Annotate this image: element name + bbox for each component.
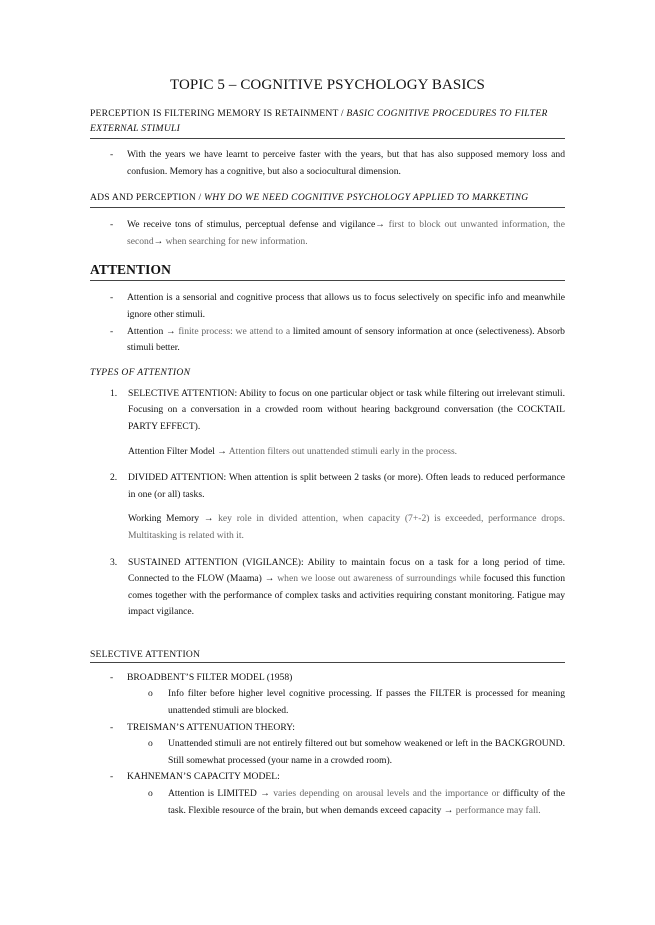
divider (90, 207, 565, 208)
numbered-item (90, 555, 565, 621)
sub-item-text: varies depending on arousal levels and the importance or (269, 788, 503, 800)
circle-bullet-icon: o (148, 688, 153, 700)
section-heading-italic: BASIC COGNITIVE PROCEDURES TO FILTER EXTERNAL STIMULI (90, 108, 548, 134)
bullet-text: We receive tons of stimulus, perceptual defense and vigilance (127, 219, 376, 231)
item-text: SELECTIVE ATTENTION: Ability to focus on one particular object or task while filtering out irrelevant stimuli. Focusing on a conversation in a crowded room without hearing background conversation (the COCKTAIL PARTY EFFECT). (128, 387, 565, 432)
arrow-icon: → (260, 788, 270, 800)
page-title: TOPIC 5 – COGNITIVE PSYCHOLOGY BASICS (170, 77, 485, 93)
sub-item-text: performance may fall. (453, 804, 541, 816)
dash-bullet: - (110, 292, 114, 304)
note-text: Attention filters out unattended stimuli early in the process. (226, 445, 458, 457)
divider (90, 280, 565, 281)
list-item (90, 769, 565, 786)
bullet-text: first to block out unwanted information, the second (127, 219, 565, 247)
section-heading-plain: PERCEPTION IS FILTERING MEMORY IS RETAINMENT / (90, 108, 347, 119)
sub-item-text: Unattended stimuli are not entirely filtered out but somehow weakened or left in the BACKGROUND. Still somewhat processed (your name in a crowded room). (168, 738, 565, 766)
attention-heading (90, 262, 565, 278)
item-text: focused this function comes together with the performance of complex tasks and activities requiring constant monitoring. Fatigue may impact vigilance. (128, 573, 566, 618)
arrow-icon: → (443, 804, 454, 816)
selective-attention-heading: SELECTIVE ATTENTION (90, 648, 201, 660)
bullet-text: limited amount of sensory information at once (292, 325, 473, 337)
item-text: DIVIDED ATTENTION: When attention is split between 2 tasks (or more). Often leads to reduced performance in one (or all) tasks. (128, 472, 565, 500)
divider (90, 138, 565, 139)
numbered-item (90, 470, 565, 503)
bullet-text: Attention is a sensorial and cognitive process that allows us to focus selectively on specific info and meanwhile ignore other stimuli. (127, 292, 565, 320)
section-heading-perception (90, 106, 565, 136)
divider (90, 662, 565, 663)
dash-bullet: - (110, 325, 114, 337)
section-heading-ads (90, 190, 565, 205)
sub-list-item (90, 736, 565, 769)
circle-bullet-icon: o (148, 788, 153, 800)
model-title: TREISMAN’S ATTENUATION THEORY: (127, 721, 295, 733)
arrow-icon: → (153, 235, 164, 247)
note-term: Working Memory (128, 513, 200, 525)
dash-bullet: - (110, 149, 114, 160)
item-note (90, 511, 565, 544)
bullet-text: Attention (127, 325, 164, 337)
sub-item-text: Attention is LIMITED (168, 788, 257, 800)
types-heading: TYPES OF ATTENTION (90, 366, 191, 378)
item-number: 3. (110, 556, 118, 568)
bullet-text: With the years we have learnt to perceive faster with the years, but that has also supposed memory loss and confusion. Memory has a cognitive, but also a sociocultural dimension. (127, 149, 565, 177)
list-item (90, 670, 565, 687)
item-text: when we loose out awareness of surroundings while (274, 573, 481, 585)
sub-list-item (90, 786, 565, 819)
item-note (90, 444, 565, 461)
dash-bullet: - (110, 219, 114, 231)
model-title: KAHNEMAN’S CAPACITY MODEL: (127, 771, 280, 783)
list-item (90, 324, 565, 357)
note-term: Attention Filter Model (128, 445, 215, 457)
sub-item-text: Info filter before higher level cognitive processing. If passes the FILTER is processed for meaning unattended stimuli are blocked. (168, 688, 565, 717)
note-text: key role in divided attention, when capacity (7+-2) is exceeded, performance drops. Multitasking is related with it. (128, 513, 565, 541)
numbered-item (90, 386, 565, 436)
bullet-text: when searching for new information. (163, 235, 308, 247)
model-title: BROADBENT’S FILTER MODEL (1958) (127, 671, 293, 683)
section-heading-italic: WHY DO WE NEED COGNITIVE PSYCHOLOGY APPLIED TO MARKETING (204, 192, 529, 204)
sub-item-text: difficulty of the task. Flexible resource of the brain, but when demands exceed capacity (168, 788, 565, 816)
arrow-icon: → (217, 445, 227, 457)
item-text: SUSTAINED ATTENTION (VIGILANCE): Ability to maintain focus on a task for a long period of time. Connected to the FLOW (Maama) (128, 556, 565, 585)
sub-list-item (90, 686, 565, 719)
bullet-text: finite process: we attend to a (175, 325, 293, 337)
arrow-icon: → (375, 219, 385, 231)
arrow-icon: → (166, 325, 176, 337)
item-number: 1. (110, 387, 118, 399)
dash-bullet: - (110, 771, 114, 783)
heading-text: ATTENTION (90, 262, 171, 278)
list-item (90, 290, 565, 323)
bullet-text: (selectiveness). Absorb stimuli better. (127, 325, 565, 354)
list-item (90, 147, 565, 180)
list-item (90, 217, 565, 250)
arrow-icon: → (264, 573, 275, 585)
circle-bullet-icon: o (148, 738, 153, 750)
dash-bullet: - (110, 721, 114, 733)
list-item (90, 720, 565, 737)
item-number: 2. (110, 472, 118, 484)
document-page (0, 77, 655, 925)
arrow-icon: → (203, 513, 214, 525)
section-heading-plain: ADS AND PERCEPTION / (90, 192, 205, 204)
dash-bullet: - (110, 671, 114, 683)
